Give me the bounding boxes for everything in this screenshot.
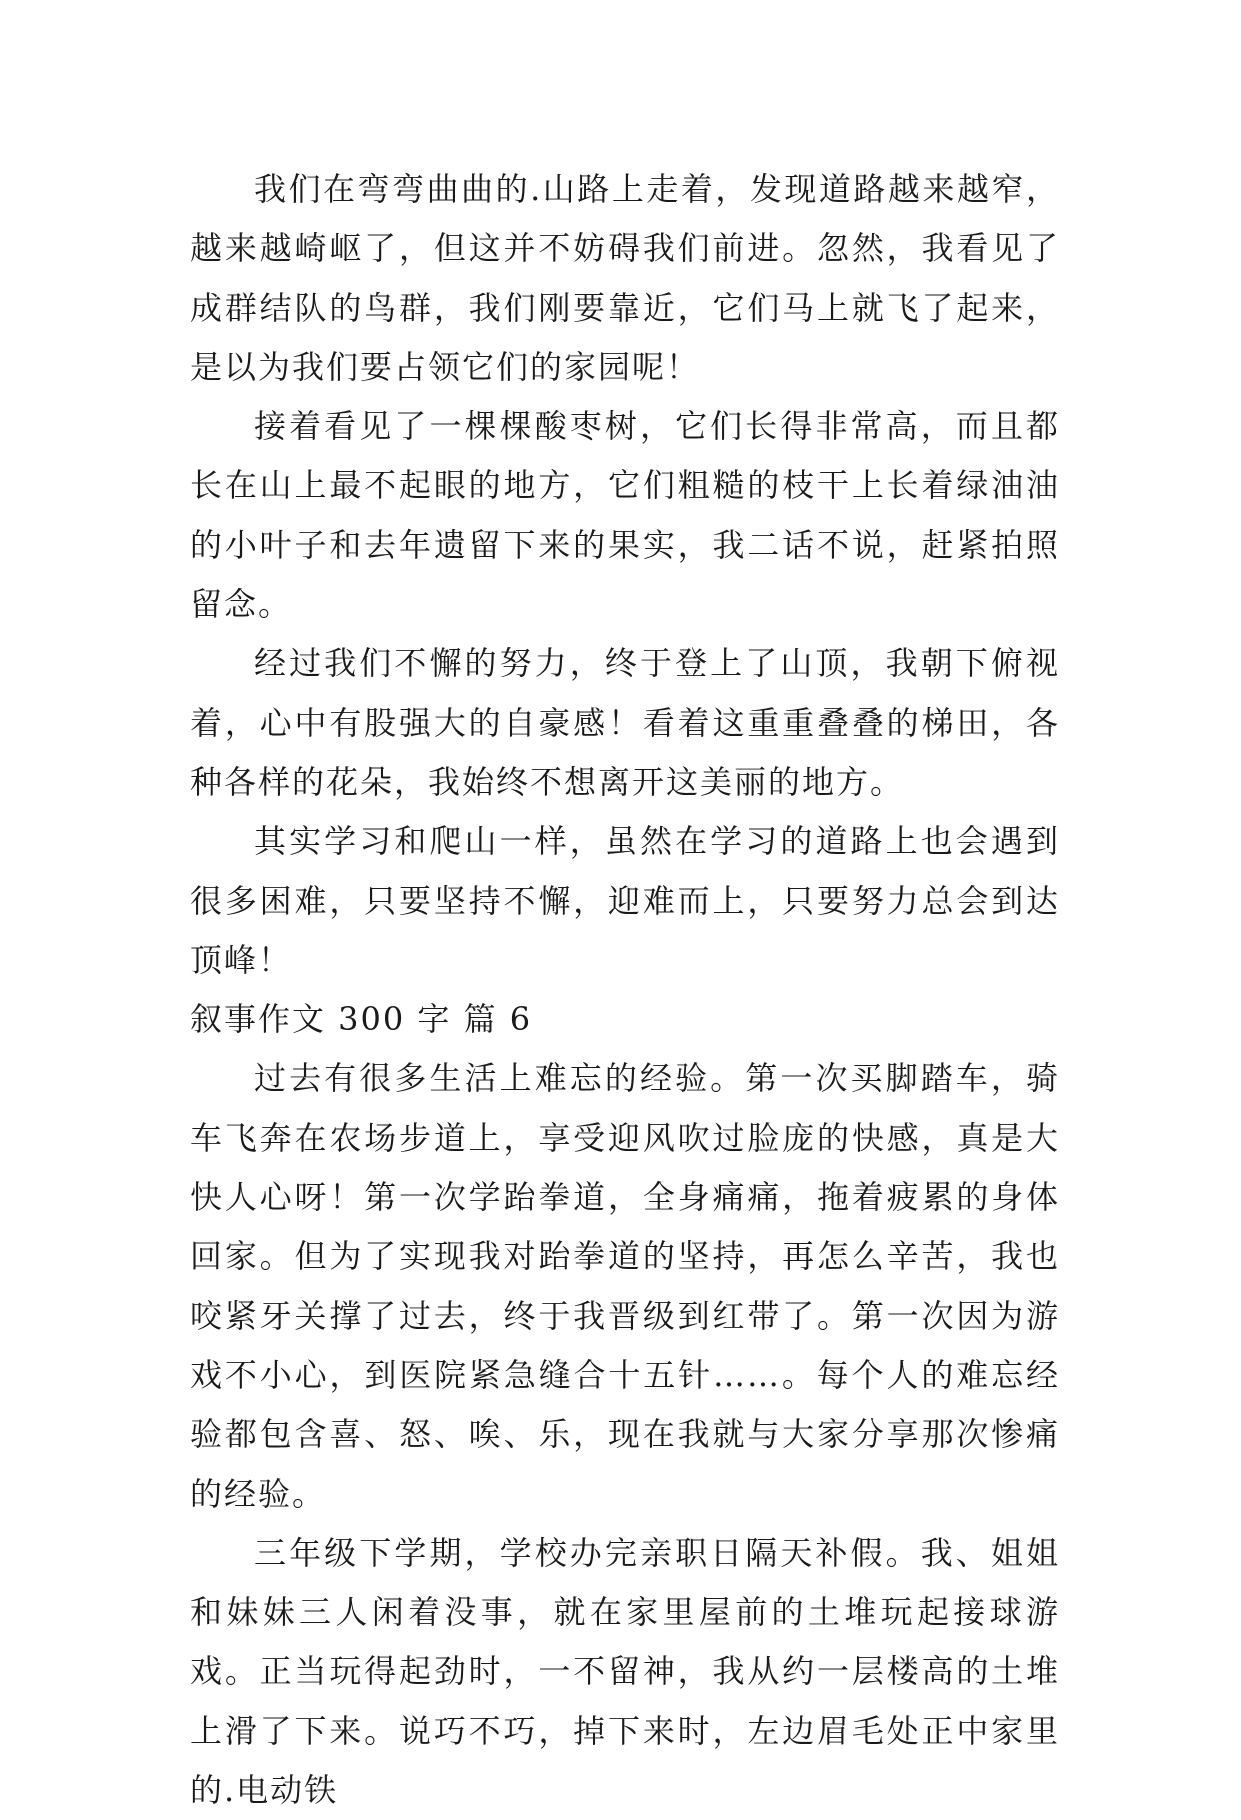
document-body xyxy=(190,160,1060,1820)
paragraph-summit: 经过我们不懈的努力，终于登上了山顶，我朝下俯视着，心中有股强大的自豪感！看着这重重叠叠的梯田，各种各样的花朵，我始终不想离开这美丽的地方。 xyxy=(190,644,1060,801)
paragraph-memorable-experiences: 过去有很多生活上难忘的经验。第一次买脚踏车，骑车飞奔在农场步道上，享受迎风吹过脸庞的快感，真是大快人心呀！第一次学跆拳道，全身痛痛，拖着疲累的身体回家。但为了实现我对跆拳道的坚持，再怎么辛苦，我也咬紧牙关撑了过去，终于我晋级到红带了。第一次因为游戏不小心，到医院紧急缝合十五针……。每个人的难忘经验都包含喜、怒、唉、乐，现在我就与大家分享那次惨痛的经验。 xyxy=(190,1059,1060,1513)
paragraph-third-grade: 三年级下学期，学校办完亲职日隔天补假。我、姐姐和妹妹三人闲着没事，就在家里屋前的土堆玩起接球游戏。正当玩得起劲时，一不留神，我从约一层楼高的土堆上滑了下来。说巧不巧，掉下来时，左边眉毛处正中家里的.电动铁 xyxy=(190,1533,1060,1810)
paragraph-mountain-road: 我们在弯弯曲曲的.山路上走着，发现道路越来越窄，越来越崎岖了，但这并不妨碍我们前进。忽然，我看见了成群结队的鸟群，我们刚要靠近，它们马上就飞了起来，是以为我们要占领它们的家园呢！ xyxy=(190,170,1060,386)
paragraph-study-analogy: 其实学习和爬山一样，虽然在学习的道路上也会遇到很多困难，只要坚持不懈，迎难而上，只要努力总会到达顶峰！ xyxy=(190,822,1060,979)
paragraph-jujube-trees: 接着看见了一棵棵酸枣树，它们长得非常高，而且都长在山上最不起眼的地方，它们粗糙的枝干上长着绿油油的小叶子和去年遗留下来的果实，我二话不说，赶紧拍照留念。 xyxy=(190,407,1060,624)
section-heading: 叙事作文 300 字 篇 6 xyxy=(190,1000,533,1039)
